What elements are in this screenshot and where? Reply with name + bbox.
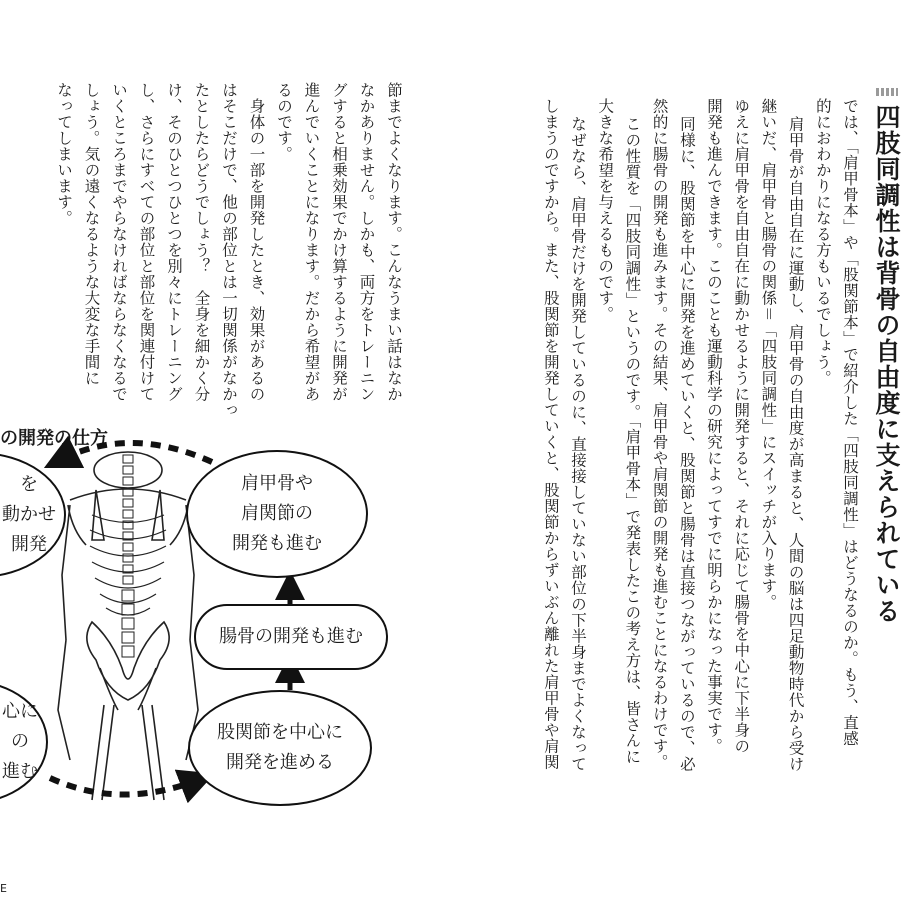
bubble-left-top-partial: を 動かせ 開発 <box>0 452 66 578</box>
section-heading: 四肢同調性は背骨の自由度に支えられている <box>872 104 901 624</box>
bubble-ilium: 腸骨の開発も進む <box>194 604 388 670</box>
text-column: 身体の一部を開発したとき、効果があるの <box>247 98 266 402</box>
text-column: グすると相乗効果でかけ算するように開発が <box>330 82 348 402</box>
text-column: 然的に腸骨の開発も進みます。その結果、肩甲骨や肩関節の開発も進むことになるわけです。 <box>650 98 669 770</box>
bubble-hip-joint: 股関節を中心に 開発を進める <box>188 690 372 806</box>
text-column: 進んでいくことになります。だから希望があ <box>302 82 321 402</box>
text-column: 的におわかりになる方もいるでしょう。 <box>813 98 832 386</box>
text-column: では、「肩甲骨本」や「股関節本」で紹介した「四肢同調性」はどうなるのか。もう、直感 <box>841 98 859 747</box>
diagram-title: の開発の仕方 <box>0 428 108 449</box>
text-column: なぜなら、肩甲骨だけを開発しているのに、直接接していない部位の下半身までよくなって <box>569 116 587 772</box>
skeleton-illustration <box>58 452 198 800</box>
text-column: 同様に、股関節を中心に開発を進めていくと、股関節と腸骨は直接つながっているので、必 <box>677 116 696 772</box>
text-column: 肩甲骨が自由自在に運動し、肩甲骨の自由度が高まると、人間の脳は四足動物時代から受け <box>786 116 805 772</box>
text-column: なかありません。しかも、両方をトレーニン <box>357 82 376 402</box>
text-column: はそこだけで、他の部位とは一切関係がなかっ <box>220 82 238 418</box>
bottom-cycle-arrow <box>50 778 198 795</box>
text-column: この性質を「四肢同調性」というのです。「肩甲骨本」で発表したこの考え方は、皆さんに <box>623 116 642 765</box>
text-column: なってしまいます。 <box>55 82 73 226</box>
text-column: ゆえに肩甲骨を自由自在に動かせるように開発すると、それに応じて腸骨を中心に下半身の <box>732 98 751 754</box>
text-column: し、さらにすべての部位と部位を関連付けて <box>137 82 156 402</box>
text-column: 開発も進んできます。このことも運動科学の研究によってすでに明らかになった事実です。 <box>705 98 723 754</box>
bubble-left-bottom-partial: 心に の 進む <box>0 680 48 804</box>
text-column: しまうのですから。また、股関節を開発していくと、股関節からずいぶん離れた肩甲骨や肩関 <box>541 98 560 770</box>
text-column: 節までよくなります。こんなうまい話はなか <box>385 82 403 402</box>
page-number: E <box>0 882 7 895</box>
text-column: いくところまでやらなければならなくなるで <box>110 82 128 402</box>
bubble-scapula-shoulder: 肩甲骨や 肩関節の 開発も進む <box>186 450 368 578</box>
text-column: け、そのひとつひとつを別々にトレーニング <box>165 82 183 402</box>
text-column: 継いだ、肩甲骨と腸骨の関係＝「四肢同調性」にスイッチが入ります。 <box>759 98 778 611</box>
text-column: たとしたらどうでしょう？ 全身を細かく分 <box>192 82 211 402</box>
text-column: しょう。気の遠くなるような大変な手間に <box>82 82 101 386</box>
text-column: 大きな希望を与えるものです。 <box>596 98 615 322</box>
text-column: るのです。 <box>275 82 293 162</box>
